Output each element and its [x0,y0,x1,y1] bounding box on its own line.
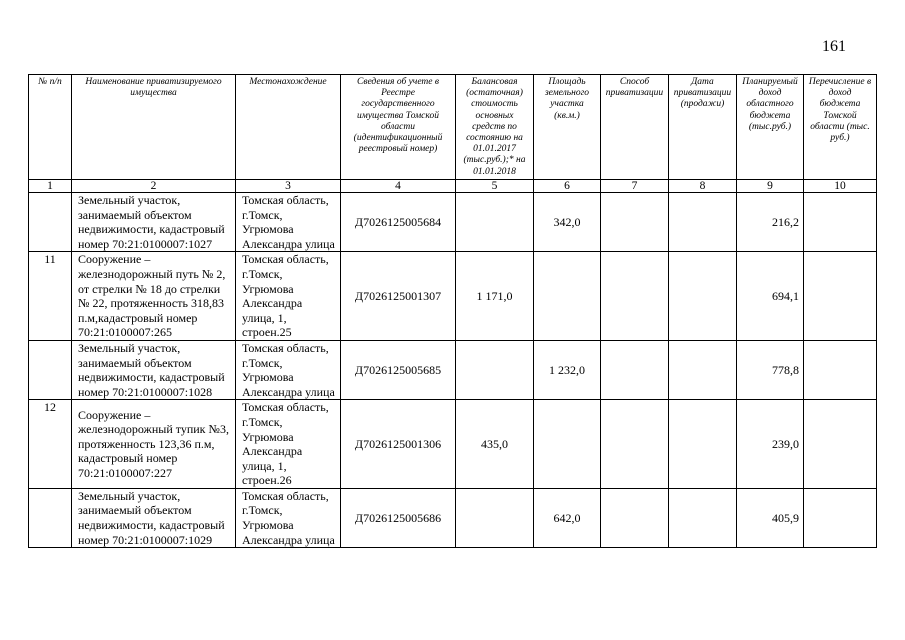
table-row [29,340,877,399]
planned-income: 778,8 [737,340,804,399]
privatization-date [669,488,737,547]
property-location: Томская область, г.Томск, Угрюмова Александра улица, 1, строен.26 [236,400,341,489]
balance-value: 435,0 [456,400,534,489]
planned-income: 216,2 [737,193,804,252]
privatization-date [669,252,737,341]
column-number: 2 [72,180,236,193]
registry-number: Д7026125001307 [341,252,456,341]
budget-transfer [804,488,877,547]
balance-value: 1 171,0 [456,252,534,341]
privatization-method [601,400,669,489]
table-row [29,400,877,489]
table-row [29,252,877,341]
row-number: 11 [29,252,72,341]
header-row [29,75,877,180]
land-area [534,400,601,489]
planned-income: 405,9 [737,488,804,547]
column-number: 3 [236,180,341,193]
property-location: Томская область, г.Томск, Угрюмова Александра улица, 1, строен.25 [236,252,341,341]
header-cell: Балансовая (остаточная) стоимость основных средств по состоянию на 01.01.2017 (тыс.руб.);* на 01.01.2018 [456,75,534,180]
column-number: 10 [804,180,877,193]
property-name: Земельный участок, занимаемый объектом недвижимости, кадастровый номер 70:21:0100007:1029 [72,488,236,547]
property-name: Земельный участок, занимаемый объектом недвижимости, кадастровый номер 70:21:0100007:1027 [72,193,236,252]
property-name: Сооружение – железнодорожный путь № 2, от стрелки № 18 до стрелки № 22, протяженность 318,83 п.м,кадастровый номер 70:21:0100007:265 [72,252,236,341]
column-number: 9 [737,180,804,193]
header-cell: Сведения об учете в Реестре государственного имущества Томской области (идентификационный реестровый номер) [341,75,456,180]
header-cell: Местонахождение [236,75,341,180]
registry-number: Д7026125005684 [341,193,456,252]
budget-transfer [804,252,877,341]
privatization-method [601,193,669,252]
property-name: Сооружение – железнодорожный тупик №3, протяженность 123,36 п.м, кадастровый номер 70:21:0100007:227 [72,400,236,489]
header-cell: Дата приватизации (продажи) [669,75,737,180]
header-cell: № п/п [29,75,72,180]
planned-income: 239,0 [737,400,804,489]
balance-value [456,340,534,399]
column-number: 5 [456,180,534,193]
privatization-method [601,488,669,547]
column-number-row [29,180,877,193]
header-cell: Перечисление в доход бюджета Томской области (тыс. руб.) [804,75,877,180]
column-number: 7 [601,180,669,193]
registry-number: Д7026125005685 [341,340,456,399]
header-cell: Наименование приватизируемого имущества [72,75,236,180]
privatization-table [28,74,877,548]
land-area: 342,0 [534,193,601,252]
budget-transfer [804,340,877,399]
property-location: Томская область, г.Томск, Угрюмова Александра улица [236,488,341,547]
balance-value [456,488,534,547]
planned-income: 694,1 [737,252,804,341]
property-location: Томская область, г.Томск, Угрюмова Александра улица [236,340,341,399]
land-area: 1 232,0 [534,340,601,399]
header-cell: Планируемый доход областного бюджета (тыс.руб.) [737,75,804,180]
row-number [29,488,72,547]
balance-value [456,193,534,252]
privatization-date [669,340,737,399]
land-area [534,252,601,341]
page-number: 161 [822,38,846,55]
property-name: Земельный участок, занимаемый объектом недвижимости, кадастровый номер 70:21:0100007:1028 [72,340,236,399]
column-number: 1 [29,180,72,193]
privatization-method [601,340,669,399]
property-location: Томская область, г.Томск, Угрюмова Александра улица [236,193,341,252]
header-cell: Способ приватизации [601,75,669,180]
table-row [29,193,877,252]
registry-number: Д7026125001306 [341,400,456,489]
header-cell: Площадь земельного участка (кв.м.) [534,75,601,180]
column-number: 8 [669,180,737,193]
budget-transfer [804,400,877,489]
row-number [29,340,72,399]
privatization-date [669,400,737,489]
land-area: 642,0 [534,488,601,547]
row-number [29,193,72,252]
row-number: 12 [29,400,72,489]
column-number: 4 [341,180,456,193]
privatization-method [601,252,669,341]
privatization-date [669,193,737,252]
budget-transfer [804,193,877,252]
registry-number: Д7026125005686 [341,488,456,547]
table-row [29,488,877,547]
column-number: 6 [534,180,601,193]
